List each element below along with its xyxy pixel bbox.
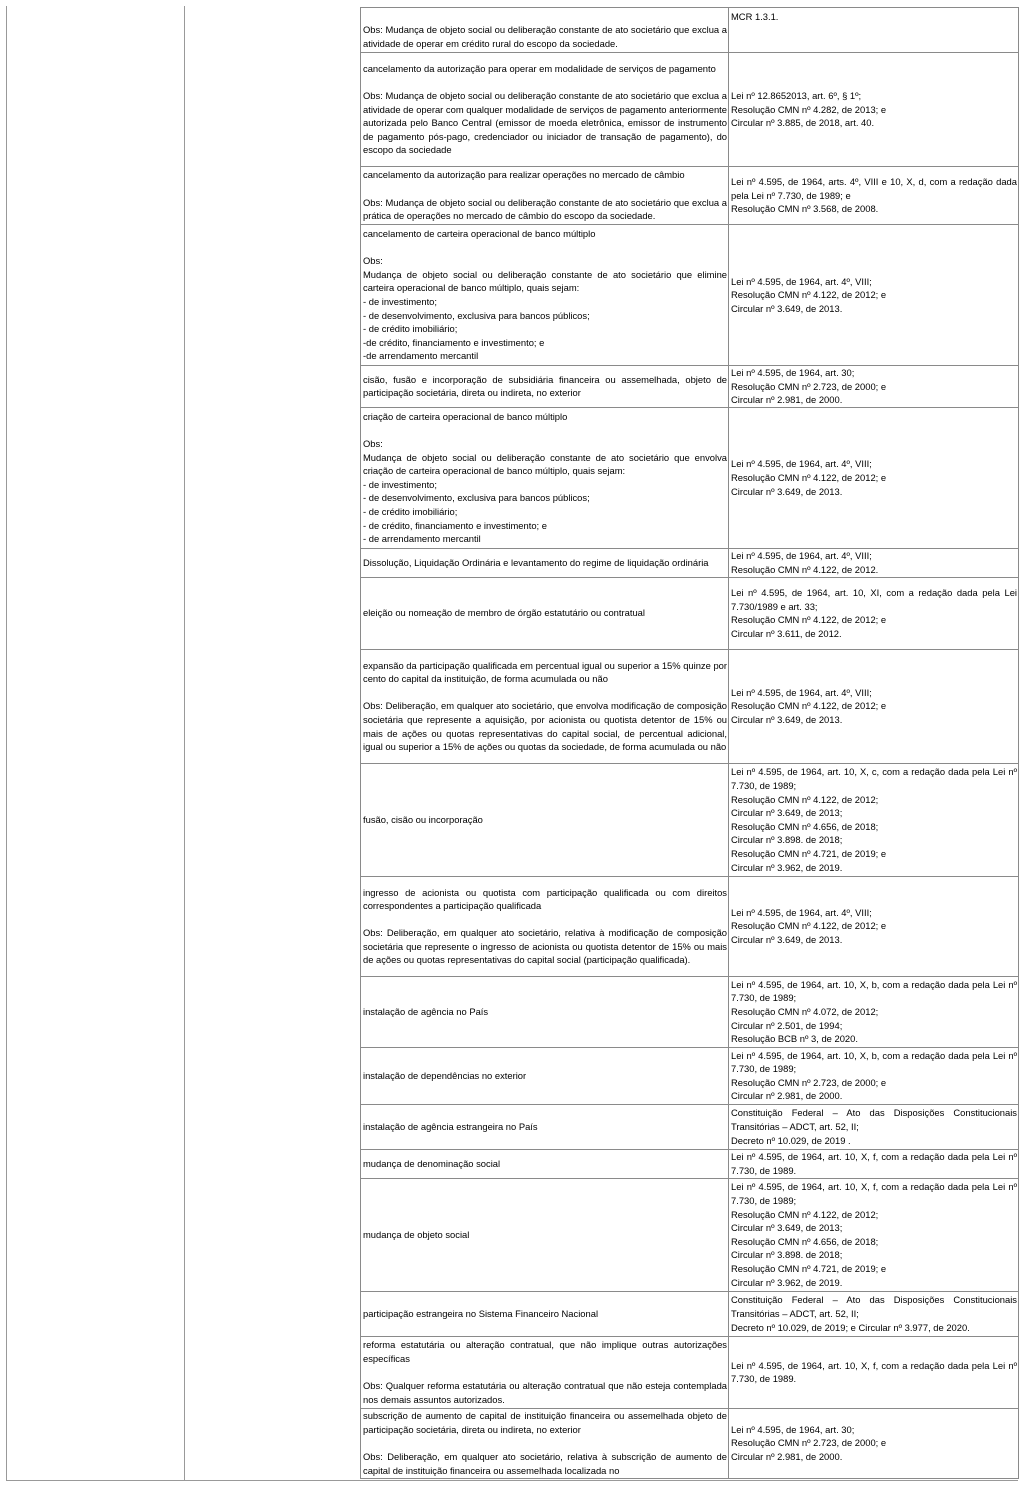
subject-cell xyxy=(361,1104,729,1149)
subject-cell xyxy=(361,1408,729,1478)
legal-basis-cell xyxy=(729,1178,1019,1291)
legal-basis-cell-line: Resolução CMN nº 3.568, de 2008. xyxy=(731,203,879,215)
subject-cell xyxy=(361,167,729,225)
legal-basis-cell-line: Resolução CMN nº 4.721, de 2019; e xyxy=(731,1262,887,1274)
legal-basis-cell-line: Lei nº 12.8652013, art. 6º, § 1º; xyxy=(731,90,862,102)
authorization-table xyxy=(360,7,1019,1479)
legal-basis-cell-line: Lei nº 4.595, de 1964, art. 30; xyxy=(731,1423,855,1435)
legal-basis-cell xyxy=(729,1047,1019,1104)
legal-basis-cell xyxy=(729,876,1019,976)
subject-cell-line: cancelamento de carteira operacional de banco múltiplo xyxy=(363,228,596,240)
legal-basis-cell-line: Circular nº 3.611, de 2012. xyxy=(731,627,842,639)
subject-cell-line: - de arrendamento mercantil xyxy=(363,533,481,545)
legal-basis-cell-line: Lei nº 4.595, de 1964, art. 4º, VIII; xyxy=(731,275,872,287)
subject-cell-line: Obs: Mudança de objeto social ou deliberação constante de ato societário que exclua a prática de operações no mercado de câmbio do escopo da sociedade. xyxy=(363,196,727,222)
subject-cell-line: Obs: xyxy=(363,438,383,449)
subject-cell-line: cisão, fusão e incorporação de subsidiária financeira ou assemelhada, objeto de participação societária, direta ou indireta, no exterior xyxy=(363,373,727,399)
legal-basis-cell-line: Circular nº 3.649, de 2013. xyxy=(731,714,843,726)
legal-basis-cell-line: Resolução CMN nº 4.656, de 2018; xyxy=(731,820,879,832)
legal-basis-cell-line: Resolução CMN nº 4.721, de 2019; e xyxy=(731,847,887,859)
legal-basis-cell-line: Circular nº 3.898. de 2018; xyxy=(731,1249,843,1261)
legal-basis-cell xyxy=(729,8,1019,53)
legal-basis-cell-line: Lei nº 4.595, de 1964, art. 10, X, b, com a redação dada pela Lei nº 7.730, de 1989; xyxy=(731,1049,1017,1075)
subject-cell-line: Obs: Mudança de objeto social ou deliberação constante de ato societário que exclua a atividade de operar com qualquer modalidade de serviços de pagamento anteriormente autorizada pelo Banco Central (emissor de moeda eletrônica, emissor de instrumento de pagamento pós-pago, credenciador ou iniciador de transação de pagamento), do escopo da sociedade xyxy=(363,90,727,156)
legal-basis-cell-line: Constituição Federal – Ato das Disposições Constitucionais Transitórias – ADCT, art. 52, II; xyxy=(731,1294,1017,1319)
legal-basis-cell-line: Resolução CMN nº 4.122, de 2012. xyxy=(731,563,879,575)
legal-basis-cell-line: Lei nº 4.595, de 1964, art. 10, X, c, com a redação dada pela Lei nº 7.730, de 1989; xyxy=(731,766,1017,791)
subject-cell-line: - de desenvolvimento, exclusiva para bancos públicos; xyxy=(363,492,590,504)
table-row xyxy=(361,407,1019,548)
subject-cell-line: Mudança de objeto social ou deliberação constante de ato societário que envolva criação de carteira operacional de banco múltiplo, quais sejam: xyxy=(363,451,727,477)
legal-basis-cell-line: Lei nº 4.595, de 1964, art. 10, XI, com a redação dada pela Lei 7.730/1989 e art. 33; xyxy=(731,587,1017,612)
subject-cell-line: instalação de dependências no exterior xyxy=(363,1069,527,1081)
table-row xyxy=(361,763,1019,876)
legal-basis-cell-line: Lei nº 4.595, de 1964, art. 4º, VIII; xyxy=(731,550,872,562)
subject-cell-line: Obs: Qualquer reforma estatutária ou alteração contratual que não esteja contemplada nos demais assuntos autorizados. xyxy=(363,1380,727,1405)
subject-cell-line: Obs: Mudança de objeto social ou deliberação constante de ato societário que exclua a atividade de operar em crédito rural do escopo da sociedade. xyxy=(363,24,727,49)
legal-basis-cell-line: Lei nº 4.595, de 1964, art. 10, X, f, com a redação dada pela Lei nº 7.730, de 1989. xyxy=(731,1359,1017,1385)
table-row xyxy=(361,366,1019,408)
legal-basis-cell xyxy=(729,407,1019,548)
legal-basis-cell-line: Circular nº 3.649, de 2013; xyxy=(731,807,843,819)
subject-cell-line: - de investimento; xyxy=(363,296,437,307)
subject-cell-line: -de crédito, financiamento e investimento; e xyxy=(363,336,545,348)
subject-cell-line: fusão, cisão ou incorporação xyxy=(363,813,483,825)
subject-cell-line: Obs: Deliberação, em qualquer ato societário, relativa à subscrição de aumento de capital de instituição financeira ou assemelhada localizada no xyxy=(363,1451,727,1476)
subject-cell-line: -de arrendamento mercantil xyxy=(363,350,479,362)
table-row xyxy=(361,225,1019,366)
legal-basis-cell-line: Resolução CMN nº 4.122, de 2012; e xyxy=(731,920,887,932)
subject-cell xyxy=(361,1149,729,1178)
legal-basis-cell xyxy=(729,976,1019,1047)
table-row xyxy=(361,577,1019,649)
legal-basis-cell-line: Lei nº 4.595, de 1964, art. 4º, VIII; xyxy=(731,906,872,918)
subject-cell-line: subscrição de aumento de capital de instituição financeira ou assemelhada objeto de participação societária, direta ou indireta, no exterior xyxy=(363,1410,727,1435)
legal-basis-cell-line: Decreto nº 10.029, de 2019 . xyxy=(731,1134,851,1146)
legal-basis-cell xyxy=(729,1149,1019,1178)
legal-basis-cell-line: MCR 1.3.1. xyxy=(731,10,779,22)
subject-cell-line: cancelamento da autorização para realizar operações no mercado de câmbio xyxy=(363,169,685,181)
legal-basis-cell-line: Circular nº 3.962, de 2019. xyxy=(731,861,843,873)
legal-basis-cell xyxy=(729,1291,1019,1336)
subject-cell xyxy=(361,1336,729,1408)
legal-basis-cell xyxy=(729,1104,1019,1149)
subject-cell-line: mudança de denominação social xyxy=(363,1157,501,1169)
legal-basis-cell xyxy=(729,167,1019,225)
legal-basis-cell-line: Lei nº 4.595, de 1964, art. 30; xyxy=(731,367,855,378)
legal-basis-cell-line: Resolução CMN nº 2.723, de 2000; e xyxy=(731,1076,887,1088)
subject-cell xyxy=(361,1047,729,1104)
blank-line xyxy=(363,686,727,700)
legal-basis-cell-line: Circular nº 3.885, de 2018, art. 40. xyxy=(731,117,875,129)
legal-basis-cell-line: Resolução CMN nº 4.656, de 2018; xyxy=(731,1235,879,1247)
subject-cell xyxy=(361,763,729,876)
blank-line xyxy=(363,76,727,90)
left-page-border xyxy=(6,6,7,1481)
blank-line xyxy=(363,241,727,255)
legal-basis-cell-line: Resolução CMN nº 4.282, de 2013; e xyxy=(731,103,887,115)
subject-cell xyxy=(361,1178,729,1291)
subject-cell-line: criação de carteira operacional de banco múltiplo xyxy=(363,410,568,422)
legal-basis-cell-line: Resolução CMN nº 4.122, de 2012; e xyxy=(731,700,887,712)
table-row xyxy=(361,1104,1019,1149)
table-row xyxy=(361,1047,1019,1104)
subject-cell-line: eleição ou nomeação de membro de órgão estatutário ou contratual xyxy=(363,607,645,619)
blank-line xyxy=(363,10,727,24)
subject-cell xyxy=(361,577,729,649)
legal-basis-cell-line: Resolução CMN nº 4.122, de 2012; xyxy=(731,793,879,805)
table-row xyxy=(361,548,1019,577)
blank-line xyxy=(731,23,1017,37)
legal-basis-cell xyxy=(729,763,1019,876)
subject-cell xyxy=(361,407,729,548)
legal-basis-cell xyxy=(729,1408,1019,1478)
subject-cell-line: participação estrangeira no Sistema Financeiro Nacional xyxy=(363,1307,599,1319)
legal-basis-cell xyxy=(729,548,1019,577)
legal-basis-cell-line: Lei nº 4.595, de 1964, art. 10, X, b, com a redação dada pela Lei nº 7.730, de 1989; xyxy=(731,978,1017,1004)
legal-basis-cell xyxy=(729,1336,1019,1408)
legal-basis-cell xyxy=(729,649,1019,763)
legal-basis-cell-line: Circular nº 3.649, de 2013. xyxy=(731,485,843,497)
subject-cell-line: - de desenvolvimento, exclusiva para bancos públicos; xyxy=(363,309,590,321)
subject-cell xyxy=(361,548,729,577)
legal-basis-cell-line: Lei nº 4.595, de 1964, art. 10, X, f, com a redação dada pela Lei nº 7.730, de 1989. xyxy=(731,1151,1017,1176)
first-column-border xyxy=(184,6,185,1481)
legal-basis-cell-line: Decreto nº 10.029, de 2019; e Circular nº 3.977, de 2020. xyxy=(731,1321,970,1333)
subject-cell xyxy=(361,876,729,976)
table-row xyxy=(361,167,1019,225)
blank-line xyxy=(731,37,1017,51)
legal-basis-cell xyxy=(729,225,1019,366)
subject-cell xyxy=(361,366,729,408)
table-row xyxy=(361,1408,1019,1478)
legal-basis-cell-line: Lei nº 4.595, de 1964, arts. 4º, VIII e 10, X, d, com a redação dada pela Lei nº 7.730, de 1989; e xyxy=(731,176,1017,201)
legal-basis-cell-line: Lei nº 4.595, de 1964, art. 10, X, f, com a redação dada pela Lei nº 7.730, de 1989; xyxy=(731,1181,1017,1206)
legal-basis-cell-line: Resolução CMN nº 2.723, de 2000; e xyxy=(731,380,887,392)
table-row xyxy=(361,876,1019,976)
subject-cell xyxy=(361,976,729,1047)
subject-cell xyxy=(361,53,729,167)
table-body xyxy=(361,8,1019,1479)
blank-line xyxy=(363,1436,727,1450)
subject-cell xyxy=(361,225,729,366)
blank-line xyxy=(363,913,727,927)
subject-cell-line: - de crédito imobiliário; xyxy=(363,323,458,335)
subject-cell-line: reforma estatutária ou alteração contratual, que não implique outras autorizações específicas xyxy=(363,1339,727,1364)
subject-cell-line: cancelamento da autorização para operar em modalidade de serviços de pagamento xyxy=(363,62,716,74)
subject-cell-line: instalação de agência no País xyxy=(363,1005,489,1017)
subject-cell-line: Obs: Deliberação, em qualquer ato societário, que envolva modificação de composição societária que represente a aquisição, por acionista ou quotista detentor de 15% ou mais de ações ou quotas representativas do capital social, de percentual adicional, igual ou superior a 15% de ações ou quotas da sociedade, de forma acumulada ou não xyxy=(363,700,727,753)
legal-basis-cell-line: Circular nº 2.981, de 2000. xyxy=(731,394,843,406)
legal-basis-cell-line: Circular nº 2.501, de 1994; xyxy=(731,1019,843,1031)
subject-cell-line: - de crédito, financiamento e investimento; e xyxy=(363,519,547,531)
legal-basis-cell-line: Resolução CMN nº 4.122, de 2012; xyxy=(731,1208,879,1220)
legal-basis-cell xyxy=(729,366,1019,408)
legal-basis-cell xyxy=(729,53,1019,167)
subject-cell-line: instalação de agência estrangeira no País xyxy=(363,1120,538,1132)
legal-basis-cell-line: Circular nº 3.898. de 2018; xyxy=(731,834,843,846)
legal-basis-cell-line: Constituição Federal – Ato das Disposições Constitucionais Transitórias – ADCT, art. 52, II; xyxy=(731,1107,1017,1132)
legal-basis-cell-line: Circular nº 2.981, de 2000. xyxy=(731,1090,843,1102)
legal-basis-cell-line: Resolução CMN nº 4.122, de 2012; e xyxy=(731,614,887,626)
legal-basis-cell xyxy=(729,577,1019,649)
subject-cell xyxy=(361,8,729,53)
subject-cell-line: Dissolução, Liquidação Ordinária e levantamento do regime de liquidação ordinária xyxy=(363,556,709,568)
subject-cell-line: - de investimento; xyxy=(363,478,437,490)
blank-line xyxy=(363,182,727,196)
subject-cell-line: ingresso de acionista ou quotista com participação qualificada ou com direitos correspondentes a participação qualificada xyxy=(363,886,727,912)
subject-cell xyxy=(361,1291,729,1336)
legal-basis-cell-line: Circular nº 2.981, de 2000. xyxy=(731,1451,843,1463)
legal-basis-cell-line: Lei nº 4.595, de 1964, art. 4º, VIII; xyxy=(731,458,872,470)
legal-basis-cell-line: Circular nº 3.962, de 2019. xyxy=(731,1276,843,1288)
legal-basis-cell-line: Circular nº 3.649, de 2013. xyxy=(731,302,843,314)
legal-basis-cell-line: Resolução CMN nº 4.122, de 2012; e xyxy=(731,289,887,301)
subject-cell-line: mudança de objeto social xyxy=(363,1228,470,1240)
legal-basis-cell-line: Resolução CMN nº 4.122, de 2012; e xyxy=(731,471,887,483)
subject-cell xyxy=(361,649,729,763)
table-row xyxy=(361,1336,1019,1408)
subject-cell-line: Obs: Deliberação, em qualquer ato societário, relativa à modificação de composição societária que represente o ingresso de acionista ou quotista detentor de 15% ou mais de ações ou quotas representativas do capital social (participação qualificada). xyxy=(363,927,727,966)
legal-basis-cell-line: Resolução CMN nº 2.723, de 2000; e xyxy=(731,1437,887,1449)
legal-basis-cell-line: Resolução CMN nº 4.072, de 2012; xyxy=(731,1005,879,1017)
table-row xyxy=(361,649,1019,763)
subject-cell-line: Mudança de objeto social ou deliberação constante de ato societário que elimine carteira operacional de banco múltiplo, quais sejam: xyxy=(363,268,727,294)
legal-basis-cell-line: Lei nº 4.595, de 1964, art. 4º, VIII; xyxy=(731,686,872,698)
legal-basis-cell-line: Circular nº 3.649, de 2013. xyxy=(731,934,843,946)
legal-basis-cell-line: Resolução BCB nº 3, de 2020. xyxy=(731,1033,858,1045)
table-row xyxy=(361,976,1019,1047)
legal-basis-cell-line: Circular nº 3.649, de 2013; xyxy=(731,1222,843,1234)
subject-cell-line: Obs: xyxy=(363,255,383,267)
subject-cell-line: - de crédito imobiliário; xyxy=(363,505,458,517)
table-row xyxy=(361,53,1019,167)
table-row xyxy=(361,1291,1019,1336)
table-row xyxy=(361,8,1019,53)
table-bottom-line xyxy=(6,1480,1018,1481)
table-row xyxy=(361,1178,1019,1291)
blank-line xyxy=(363,423,727,437)
table-row xyxy=(361,1149,1019,1178)
subject-cell-line: expansão da participação qualificada em percentual igual ou superior a 15% quinze por cento do capital da instituição, de forma acumulada ou não xyxy=(363,659,727,685)
blank-line xyxy=(363,1365,727,1379)
